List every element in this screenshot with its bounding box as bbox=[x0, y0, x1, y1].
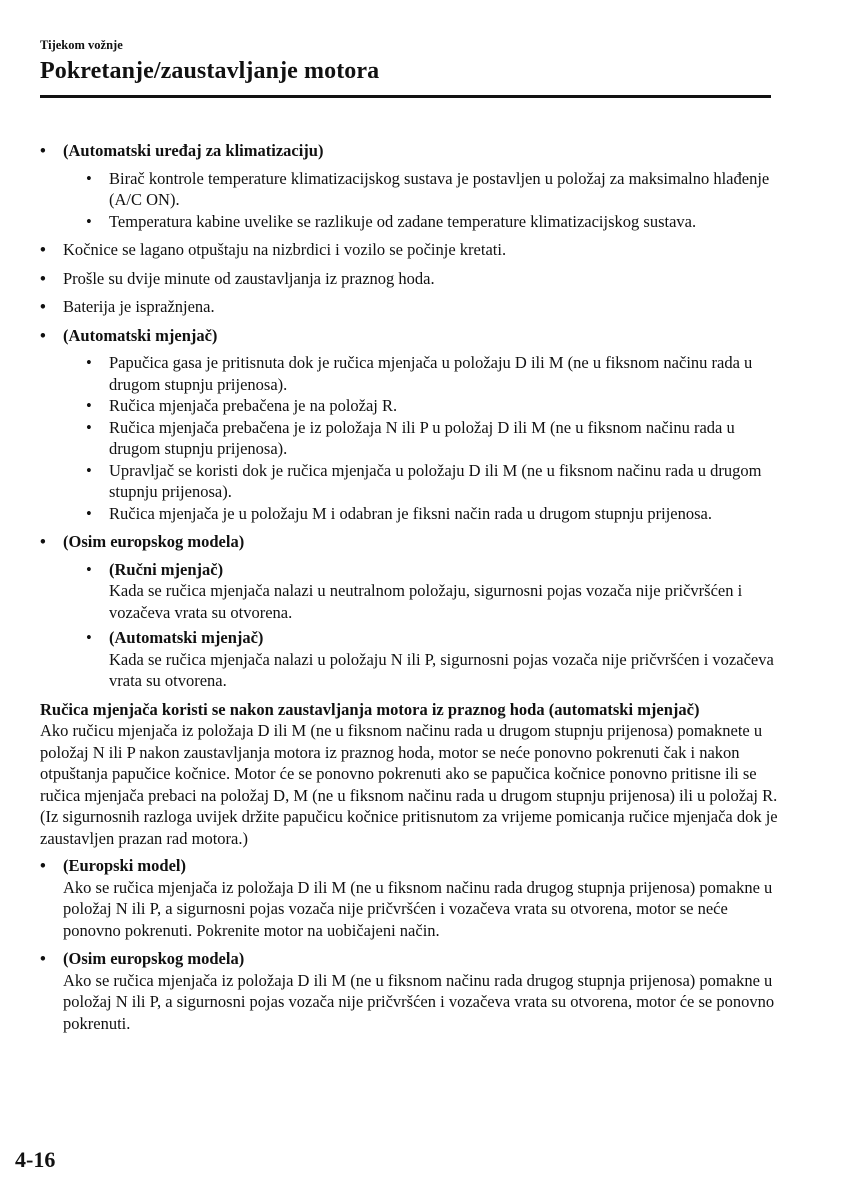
sub-list-item bbox=[86, 503, 780, 525]
item-text: Baterija je ispražnjena. bbox=[63, 297, 215, 316]
list-item bbox=[40, 531, 780, 692]
title-divider bbox=[40, 95, 771, 98]
bullet: • bbox=[40, 268, 46, 288]
item-text: Kočnice se lagano otpuštaju na nizbrdici i vozilo se počinje kretati. bbox=[63, 240, 507, 259]
bullet: • bbox=[40, 949, 46, 968]
document-body bbox=[40, 140, 780, 1041]
bullet: • bbox=[86, 559, 92, 579]
sub-list-item bbox=[86, 559, 780, 624]
sub-item-text: Ručica mjenjača prebačena je na položaj R. bbox=[109, 396, 398, 415]
bullet: • bbox=[40, 856, 46, 875]
bullet: • bbox=[86, 417, 92, 437]
item-heading: (Automatski mjenjač) bbox=[63, 325, 218, 345]
sub-list-item bbox=[86, 211, 780, 233]
item-heading: (Osim europskog modela) bbox=[63, 532, 245, 551]
sub-list-item bbox=[86, 627, 780, 692]
list-item bbox=[40, 239, 780, 261]
bullet: • bbox=[86, 460, 92, 480]
sub-list-item bbox=[86, 168, 780, 211]
page-number: 4-16 bbox=[15, 1147, 56, 1172]
list-item bbox=[40, 325, 780, 525]
bullet: • bbox=[40, 532, 46, 551]
sub-item-text: Papučica gasa je pritisnuta dok je ručica mjenjača u položaju D ili M (ne u fiksnom načinu rada u drugom stupnju prijenosa). bbox=[109, 353, 753, 394]
sub-item-heading: (Automatski mjenjač) bbox=[109, 628, 264, 647]
list-item bbox=[40, 140, 780, 232]
bullet: • bbox=[86, 353, 92, 372]
bullet: • bbox=[40, 325, 46, 345]
item-heading: (Osim europskog modela) bbox=[63, 949, 245, 968]
item-text: Ako se ručica mjenjača iz položaja D ili M (ne u fiksnom načinu rada drugog stupnja prijenosa) pomakne u položaj N ili P, a sigurnosni pojas vozača nije pričvršćen i vozačeva vrata su otvorena, motor će se ponovno pokrenuti. bbox=[63, 970, 775, 1033]
item-heading: (Europski model) bbox=[63, 856, 187, 875]
note-paragraph: (Iz sigurnosnih razloga uvijek držite papučicu kočnice pritisnutom za vrijeme pomicanja ručice mjenjača dok je zaustavljen prazan rad motora.) bbox=[40, 807, 778, 848]
list-item bbox=[40, 268, 780, 290]
section-label: Tijekom vožnje bbox=[40, 38, 123, 52]
section-heading: Ručica mjenjača koristi se nakon zaustavljanja motora iz praznog hoda (automatski mjenjač) bbox=[40, 699, 700, 719]
bullet: • bbox=[86, 628, 92, 647]
sub-item-text: Temperatura kabine uvelike se razlikuje od zadane temperature klimatizacijskog sustava. bbox=[109, 211, 697, 231]
bullet: • bbox=[40, 141, 46, 160]
bullet: • bbox=[86, 211, 92, 231]
sub-list-item bbox=[86, 460, 780, 503]
sub-item-text: Upravljač se koristi dok je ručica mjenjača u položaju D ili M (ne u fiksnom načinu rada u drugom stupnju prijenosa). bbox=[109, 460, 762, 501]
item-heading: (Automatski uređaj za klimatizaciju) bbox=[63, 141, 324, 160]
sub-item-heading: (Ručni mjenjač) bbox=[109, 559, 224, 579]
bullet: • bbox=[86, 168, 92, 188]
list-item bbox=[40, 948, 780, 1034]
sub-item-text: Kada se ručica mjenjača nalazi u neutralnom položaju, sigurnosni pojas vozača nije pričvršćen i vozačeva vrata su otvorena. bbox=[109, 581, 743, 622]
item-text: Ako se ručica mjenjača iz položaja D ili M (ne u fiksnom načinu rada drugog stupnja prijenosa) pomakne u položaj N ili P, a sigurnosni pojas vozača nije pričvršćen i vozačeva vrata su otvorena, motor se neće ponovno pokrenuti. Pokrenite motor na uobičajeni način. bbox=[63, 877, 773, 940]
sub-item-text: Birač kontrole temperature klimatizacijskog sustava je postavljen u položaj za maksimalno hlađenje (A/C ON). bbox=[109, 168, 770, 209]
list-item bbox=[40, 296, 780, 318]
list-item bbox=[40, 855, 780, 941]
paragraph: Ako ručicu mjenjača iz položaja D ili M (ne u fiksnom načinu rada u drugom stupnju prijenosa) pomaknete u položaj N ili P nakon zaustavljanja motora iz praznog hoda, motor se neće ponovno pokrenuti čak i nakon otpuštanja papučice kočnice. Motor će se ponovno pokrenuti ako se papučica kočnice ponovno pritisne ili se ručica mjenjača prebaci na položaj D, M (ne u fiksnom načinu rada u drugom stupnju prijenosa) ili u položaj R. bbox=[40, 721, 778, 805]
sub-list-item bbox=[86, 352, 780, 395]
page-title: Pokretanje/zaustavljanje motora bbox=[40, 58, 380, 84]
bullet: • bbox=[86, 396, 92, 415]
sub-item-text: Kada se ručica mjenjača nalazi u položaju N ili P, sigurnosni pojas vozača nije pričvršćen i vozačeva vrata su otvorena. bbox=[109, 649, 774, 690]
item-text: Prošle su dvije minute od zaustavljanja iz praznog hoda. bbox=[63, 268, 435, 288]
sub-list-item bbox=[86, 417, 780, 460]
bullet: • bbox=[40, 297, 46, 316]
sub-item-text: Ručica mjenjača prebačena je iz položaja N ili P u položaj D ili M (ne u fiksnom načinu rada u drugom stupnju prijenosa). bbox=[109, 417, 735, 458]
sub-list-item bbox=[86, 395, 780, 417]
bullet: • bbox=[86, 503, 92, 523]
bullet: • bbox=[40, 240, 46, 259]
sub-item-text: Ručica mjenjača je u položaju M i odabran je fiksni način rada u drugom stupnju prijenosa. bbox=[109, 503, 712, 523]
